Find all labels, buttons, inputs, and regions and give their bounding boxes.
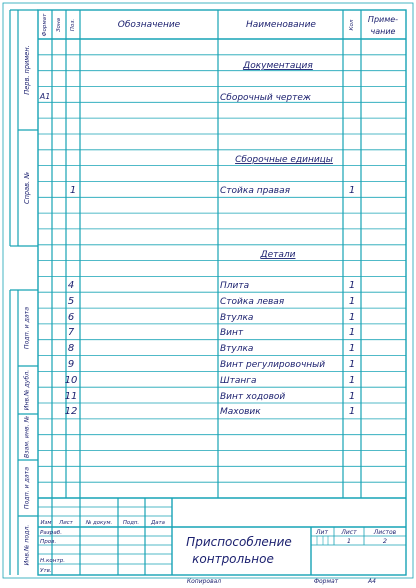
table-grid — [38, 10, 406, 498]
document-title-line2: контрольное — [192, 552, 274, 566]
row-qty: 1 — [348, 296, 356, 307]
list-item — [68, 359, 355, 370]
vzam-inv-label: Взам. инв. № — [23, 415, 31, 459]
list-item — [65, 375, 356, 386]
row-pos: 6 — [67, 312, 75, 323]
section-assembly-units: Сборочные единицы — [235, 155, 333, 165]
row-pos: 5 — [67, 296, 75, 307]
row-qty: 1 — [348, 406, 356, 417]
row-qty: 1 — [348, 185, 356, 196]
podp-data-label-2: Подп. и дата — [23, 466, 31, 510]
row-pos: 9 — [67, 359, 75, 370]
header-zone: Зона — [56, 17, 62, 33]
list-item — [68, 343, 355, 354]
row-name: Маховик — [220, 407, 261, 417]
header-note-line1: Приме- — [367, 15, 399, 24]
row-qty: 1 — [348, 391, 356, 402]
row-pos: 4 — [67, 280, 75, 291]
tb-prov-label: Пров. — [40, 539, 57, 545]
row-name: Втулка — [220, 344, 254, 354]
row-qty: 1 — [348, 312, 356, 323]
row-qty: 1 — [348, 359, 356, 370]
tb-sheets-label: Листов — [373, 529, 397, 536]
tb-data-label: Дата — [151, 520, 165, 526]
row-name: Винт ходовой — [220, 392, 286, 402]
list-item — [70, 185, 355, 196]
row-qty: 1 — [348, 280, 356, 291]
footer-copied: Копировал — [186, 578, 222, 585]
tb-sheet-number: 1 — [346, 537, 352, 545]
list-item — [68, 280, 355, 291]
row-name: Штанга — [220, 376, 257, 386]
header-qty: Кол — [349, 19, 355, 31]
tb-sheet-label: Лист — [341, 529, 357, 536]
tb-no-dokum-label: № докум. — [85, 520, 113, 526]
list-item — [68, 327, 355, 338]
row-qty: 1 — [348, 343, 356, 354]
footer-format-value: А4 — [368, 578, 376, 585]
header-pos: Поз. — [70, 18, 76, 32]
tb-lit-label: Лит — [316, 529, 328, 536]
list-item — [65, 406, 356, 417]
row-qty: 1 — [348, 375, 356, 386]
document-title-line1: Приспособление — [186, 535, 292, 549]
list-item — [65, 391, 356, 402]
row-qty: 1 — [348, 327, 356, 338]
tb-razrab-label: Разраб. — [40, 530, 62, 536]
row-name: Сборочный чертеж — [220, 93, 312, 103]
tb-list-label: Лист — [59, 520, 73, 526]
row-name: Плита — [220, 281, 250, 291]
row-pos: 12 — [64, 406, 78, 417]
row-pos: 1 — [69, 185, 77, 196]
tb-n-kontr-label: Н.контр. — [40, 558, 66, 564]
row-pos: 7 — [67, 327, 75, 338]
row-pos: 8 — [67, 343, 75, 354]
inv-podl-label: Инв.№ подл. — [23, 524, 31, 566]
header-name: Наименование — [246, 20, 316, 30]
row-format: А1 — [39, 92, 51, 101]
perv-primen-label: Перв. примен. — [23, 45, 31, 95]
row-name: Втулка — [220, 313, 254, 323]
row-pos: 11 — [64, 391, 78, 402]
row-name: Винт регулировочный — [220, 360, 326, 370]
tb-utv-label: Утв. — [40, 568, 52, 574]
tb-podp-label: Подп. — [122, 520, 140, 526]
row-name: Винт — [220, 328, 244, 338]
tb-izm-label: Изм — [40, 520, 52, 526]
inv-dubl-label: Инв.№ дубл. — [23, 369, 31, 411]
tb-sheets-number: 2 — [382, 537, 388, 545]
row-pos: 10 — [64, 375, 78, 386]
row-name: Стойка левая — [220, 297, 285, 307]
section-documentation: Документация — [243, 61, 313, 71]
sprav-no-label: Справ. № — [23, 171, 31, 205]
header-designation: Обозначение — [117, 20, 181, 30]
list-item — [68, 312, 355, 323]
header-note-line2: чание — [370, 27, 396, 36]
list-item — [68, 296, 355, 307]
footer-format-label: Формат — [313, 578, 339, 585]
header-format: Формат — [42, 13, 48, 37]
section-details: Детали — [260, 250, 296, 260]
row-name: Стойка правая — [220, 186, 291, 196]
podp-data-label-1: Подп. и дата — [23, 306, 31, 350]
